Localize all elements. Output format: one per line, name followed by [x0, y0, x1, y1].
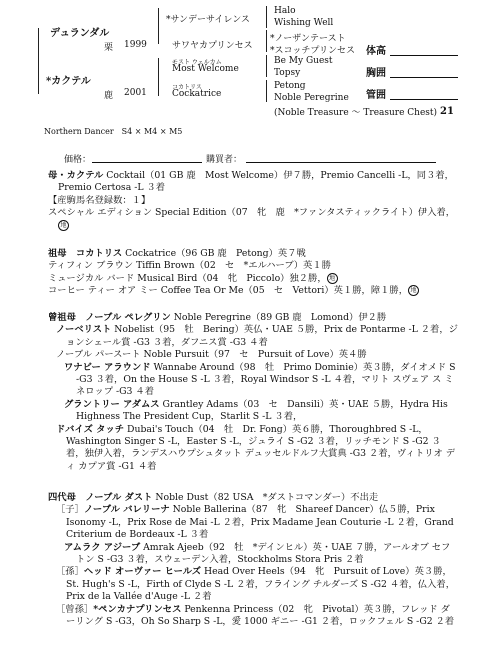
granddam-section — [40, 248, 458, 298]
dam-sire: Most Welcome — [172, 64, 239, 74]
great-granddam-heading: 曾祖母 ノーブル ペレグリン — [48, 312, 171, 323]
granddam-heading: 祖母 コカトリス — [48, 248, 123, 259]
buyer-line[interactable] — [246, 162, 436, 163]
bracket-line — [38, 46, 39, 94]
entry-heading: ドバイズ タッチ — [56, 423, 125, 435]
bracket-line — [266, 55, 267, 77]
generation-tag: ［子］ — [56, 504, 84, 516]
entry-heading: グラントリー アダムス — [64, 398, 160, 410]
bracket-line — [266, 80, 267, 102]
great-granddam-section — [40, 312, 458, 473]
generation-tag: ［曾孫］ — [56, 603, 94, 615]
entry-text: ノーブル パースート Noble Pursuit（97 セ Pursuit of Love）英４勝 — [56, 349, 367, 361]
field-chest-label: 胸囲 — [366, 68, 386, 79]
local-stamp-icon: 地 — [327, 273, 338, 284]
ancestor-g8b: (Noble Treasure ～ Treasure Chest) — [274, 108, 438, 118]
ancestor-g4: *スコッチプリンセス — [270, 46, 355, 56]
local-stamp-icon: 地 — [408, 285, 419, 296]
ancestor-g1: Halo — [274, 6, 296, 16]
entry-text: Head Over Heels（94 牝 Pursuit of Love）英３勝，St. Hugh's S -L，Firth of Clyde S -L ２着，フライング チルダーズ S -G2 ４着，仏入着，Prix de la Vallée d'Auge -L ２着 — [66, 566, 455, 603]
bracket-line — [266, 30, 267, 52]
entry-text: Amrak Ajeeb（92 牡 *デインヒル）英・UAE ７勝，アールオブ セフトン S -G3 ３着，スウェーデン入着，Stockholms Stora Pris ２着 — [76, 541, 451, 566]
bracket-line — [158, 8, 159, 44]
granddam-child-3: コーヒー ティー オア ミー Coffee Tea Or Me（05 セ Vettori）英１勝，障１勝， — [48, 285, 409, 297]
sire-sire: *サンデーサイレンス — [166, 15, 250, 25]
fourth-dam-text: Noble Dust（82 USA *ダストコマンダー）不出走 — [152, 492, 379, 503]
entry-heading: ノーブル バレリーナ — [83, 504, 170, 516]
great-granddam-text: Noble Peregrine（89 GB 鹿 Lomond）伊２勝 — [170, 312, 387, 323]
ancestor-g7: Petong — [274, 81, 306, 91]
ancestor-g8: Noble Peregrine — [274, 93, 349, 103]
fourth-dam-heading: 四代母 ノーブル ダスト — [48, 492, 153, 503]
dam-year: 2001 — [124, 88, 147, 98]
inbreeding-note: Northern Dancer S4 × M4 × M5 — [44, 127, 183, 136]
entry-text: Dubai's Touch（04 牡 Dr. Fong）英６勝，Thoroughbred S -L，Washington Singer S -L，Easter S -L，ジュライ S -G2 ３着，リッチモンド S -G2 ３着，独伊入着，ランデスハウプシュタット デュッセルドルフ大賞典 -G3 ２着，ヴィトリオ ディ カプア賞 -G1 ４着 — [66, 423, 456, 472]
field-cannon-line[interactable] — [390, 99, 458, 100]
dam-dam: Cockatrice — [172, 89, 222, 99]
dam-foal-count: 【産駒馬名登録数：１】 — [48, 194, 151, 206]
sire-year: 1999 — [124, 40, 147, 50]
price-label: 価格： — [64, 155, 92, 165]
entry-heading: アムラク アジーブ — [64, 541, 141, 553]
ancestor-g2: Wishing Well — [274, 18, 334, 28]
granddam-child-1: ティフィン ブラウン Tiffin Brown（02 セ *エルハーブ）英１勝 — [48, 260, 331, 272]
entry-heading: ヘッド オーヴァー ヒールズ — [83, 566, 202, 578]
buyer-label: 購買者： — [206, 155, 243, 165]
dam-heading: 母・カクテル — [48, 170, 104, 181]
ancestor-g5: Be My Guest — [274, 56, 333, 66]
field-height-label: 体高 — [366, 46, 386, 57]
dam-color: 鹿 — [104, 91, 114, 101]
field-cannon-label: 管囲 — [366, 90, 386, 101]
granddam-text: Cockatrice（96 GB 鹿 Petong）英７戦 — [122, 248, 306, 259]
dam-text: Cocktail（01 GB 鹿 Most Welcome）伊７勝，Premio Cancelli -L，同３着，Premio Certosa -L ３着 — [58, 170, 454, 194]
dam-child: スペシャル エディション Special Edition（07 牝 鹿 *ファンタスティックライト）伊入着， — [48, 207, 456, 219]
entry-heading: ノーベリスト — [56, 324, 112, 336]
dam-sire-ruby: モスト ウェルカム — [172, 59, 222, 66]
field-height-line[interactable] — [390, 55, 458, 56]
sire-dam: サワヤカプリンセス — [172, 41, 253, 51]
dam-dam-ruby: コカトリス — [172, 84, 202, 91]
sire-name: デュランダル — [50, 28, 110, 39]
bracket-line — [38, 28, 39, 46]
entry-heading: *ペンカナプリンセス — [93, 603, 182, 615]
bracket-line — [266, 6, 267, 28]
dam-section — [40, 170, 458, 232]
bracket-line — [158, 58, 159, 96]
sire-color: 栗 — [104, 43, 114, 53]
entry-text: Wannabe Around（98 牡 Primo Dominie）英３勝，ダイオメド S -G3 ３着，On the House S -L ３着，Royal Windsor S -L ４着，マリト スヴェア ス ミネロップ -G3 ４着 — [76, 361, 456, 398]
entry-text: Nobelist（95 牡 Bering）英仏・UAE ５勝，Prix de Pontarme -L ２着，ジョンシェール賞 -G3 ３着，ダフニス賞 -G3 ４着 — [66, 324, 458, 348]
entry-text: Noble Ballerina（87 牝 Shareef Dancer）仏５勝，Prix Isonomy -L，Prix Rose de Mai -L ２着，Prix Madame Jean Couturie -L ２着，Grand Criterium de Bordeaux -L ３着 — [66, 504, 454, 541]
granddam-child-2: ミュージカル バード Musical Bird（04 牝 Piccolo）独２勝， — [48, 272, 327, 284]
entry-heading: ワナビー アラウンド — [64, 361, 151, 373]
ancestor-g6: Topsy — [274, 68, 301, 78]
catalog-number: 21 — [440, 106, 454, 117]
generation-tag: ［孫］ — [56, 566, 84, 578]
entry-text: Grantley Adams（03 セ Dansili）英・UAE ５勝，Hydra His Highness The President Cup，Starlit S -L ３着， — [76, 398, 448, 423]
dam-name: *カクテル — [46, 76, 91, 87]
entry-text: Penkenna Princess（02 牝 Pivotal）英３勝，フレッド ダーリング S -G3，Oh So Sharp S -L，愛 1000 ギニー -G1 ２着，ロックフェル S -G2 ２着 — [66, 603, 455, 628]
ancestor-g3: *ノーザンテースト — [270, 34, 346, 44]
fourth-dam-section — [40, 492, 458, 628]
price-line[interactable] — [92, 162, 202, 163]
field-chest-line[interactable] — [390, 77, 458, 78]
local-stamp-icon: 地 — [58, 220, 69, 231]
